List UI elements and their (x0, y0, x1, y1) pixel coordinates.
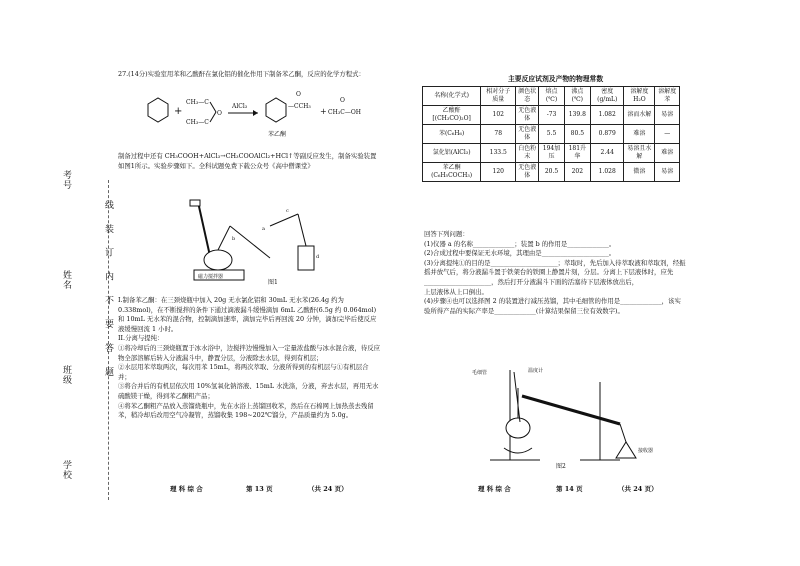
table-cell: 微溶 (624, 163, 655, 182)
header-bp: 沸点(℃) (564, 87, 590, 106)
table-cell: 0.879 (591, 125, 624, 144)
table-header-row (423, 87, 680, 106)
seal-text: 线 装 订 内 不 要 答 题 (103, 200, 113, 383)
header-state: 颜色状态 (516, 87, 539, 106)
table-cell: 易溶 (655, 106, 680, 125)
thermometer-label: 温度计 (528, 368, 544, 374)
label-xuexiao: 学校 (61, 460, 71, 480)
step-1: I.制备苯乙酮：在三颈烧瓶中加入 20g 无水氯化铝和 30mL 无水苯(26.4g 约为 0.338mol)，在不断搅拌的条件下通过滴液漏斗缓慢滴加 6mL 乙酸酐(6.5g 约 0.064mol)和 10mL 无水苯的混合物，控制滴加速率，滴加完毕后再回流 20 分钟，滴加完毕后使反应液缓慢回流 1 小时。 (118, 296, 377, 333)
question-1: (1)仪器 a 的名称_____________；装置 b 的作用是_____________。 (424, 239, 616, 248)
table-cell: 氯化铝(AlCl₃) (423, 144, 481, 163)
catalyst-label: AlCl₃ (232, 103, 248, 110)
table-row (423, 106, 680, 125)
table-cell: 181升华 (564, 144, 590, 163)
label-a: a (262, 226, 265, 232)
svg-text:+: + (174, 106, 183, 117)
svg-text:O: O (217, 110, 222, 117)
table-cell: 194加压 (539, 144, 564, 163)
svg-text:CH₃—C: CH₃—C (186, 99, 209, 106)
label-b: b (232, 236, 236, 242)
stirrer-label: 磁力搅拌器 (198, 274, 224, 280)
table-cell: 溶而水解 (624, 106, 655, 125)
table-cell: 133.5 (481, 144, 516, 163)
table-cell: 20.5 (539, 163, 564, 182)
question-27-intro: 27.(14分)实验室用苯和乙酸酐在氯化铝的催化作用下制备苯乙酮，反应的化学方程式： (118, 70, 365, 78)
question-3-cont: 上层液体从上口倒出。 (424, 287, 488, 296)
table-cell: 乙酸酐[(CH₃CO)₂O] (423, 106, 481, 125)
footer-subject-left: 理 科 综 合 (170, 485, 203, 493)
header-density: 密度(g/mL) (591, 87, 624, 106)
table-cell: 难溶 (655, 144, 680, 163)
svg-text:O: O (296, 91, 301, 98)
table-row (423, 144, 680, 163)
footer-page-left: 第 13 页 (246, 485, 273, 493)
table-cell: 139.8 (564, 106, 590, 125)
header-name: 名称(化学式) (423, 87, 481, 106)
table-cell: 202 (564, 163, 590, 182)
header-sol-benzene: 溶解度 苯 (655, 87, 680, 106)
footer-page-right: 第 14 页 (556, 485, 583, 493)
figure-1 (170, 196, 370, 292)
step-2-3: ③将合并后的有机层依次用 10%氢氧化钠溶液、15mL 水洗涤，分液，弃去水层，再用无水硫酸镁干燥，得到苯乙酮粗产品； (118, 382, 379, 400)
step-1-text (118, 296, 380, 421)
capillary-label: 毛细管 (472, 370, 488, 376)
table-cell: 78 (481, 125, 516, 144)
table-cell: 无色液体 (516, 163, 539, 182)
table-cell: 苯(C₆H₆) (423, 125, 481, 144)
label-kaohao: 考号 (61, 170, 71, 190)
table-cell: 白色粉末 (516, 144, 539, 163)
question-intro (118, 70, 380, 80)
svg-text:CH₃C—OH: CH₃C—OH (328, 109, 361, 116)
step-2-4: ④将苯乙酮粗产品放入蒸馏烧瓶中，先在水浴上蒸馏回收苯，然后在石棉网上加热蒸去残留苯，稍冷却后改用空气冷凝管，蒸馏收集 198~202℃馏分，产品质量约为 5.0g。 (118, 401, 374, 420)
table-row (423, 125, 680, 144)
label-c: c (286, 208, 289, 214)
svg-text:+: + (320, 107, 327, 116)
step-2-1: ①将冷却后的三颈烧瓶置于冰水浴中，边搅拌边慢慢加入一定量浓盐酸与冰水混合液，待反应物全部溶解后转入分液漏斗中，静置分层，分液除去水层，得到有机层； (118, 343, 381, 362)
table-cell: 1.082 (591, 106, 624, 125)
svg-text:O: O (340, 97, 345, 104)
header-sol-water: 溶解度 H₂O (624, 87, 655, 106)
question-4: (4)步骤④也可以选择图 2 的装置进行减压蒸馏，其中毛细管的作用是_____________，该实验所得产品的实际产率是_____________(计算结果保留三位有效数字)。 (424, 297, 681, 315)
table-title: 主要反应试剂及产物的物理常数 (508, 75, 604, 83)
properties-table (422, 86, 680, 182)
footer-subject-right: 理 科 综 合 (478, 485, 511, 493)
reaction-equation (128, 86, 368, 146)
svg-text:CH₃—C: CH₃—C (186, 119, 209, 126)
question-2: (2)合成过程中要保证无水环境，其理由是_____________________。 (424, 249, 616, 258)
side-reaction-text (118, 152, 380, 171)
answer-questions (424, 230, 686, 316)
step-2-title: II.分离与提纯： (118, 334, 164, 343)
label-banji: 班级 (61, 365, 71, 385)
footer-total-right: （共 24 页） (618, 485, 658, 493)
step-2-2: ②水层用苯萃取两次，每次用苯 15mL，将两次萃取、分液所得到的有机层与①有机层合并； (118, 363, 369, 381)
table-row (423, 163, 680, 182)
answer-intro: 回答下列问题： (424, 230, 469, 238)
side-reaction: 制备过程中还有 CH₃COOH+AlCl₃→CH₃COOAlCl₂+HCl↑等副反应发生，制备实验装置如图1所示。实验步骤如下。全科试题免费下载公众号《高中僧课堂》 (118, 152, 377, 170)
table-cell: 易溶 (655, 163, 680, 182)
product-label: 苯乙酮 (268, 131, 287, 138)
table-cell: 难溶 (624, 125, 655, 144)
table-cell: 2.44 (591, 144, 624, 163)
svg-text:—CCH₃: —CCH₃ (288, 103, 311, 110)
receiver-label: 接收器 (638, 448, 654, 454)
figure-2 (470, 362, 670, 472)
table-cell: 80.5 (564, 125, 590, 144)
header-mp: 熔点(℃) (539, 87, 564, 106)
figure-2-caption: 图2 (556, 463, 566, 470)
table-cell: — (655, 125, 680, 144)
question-3: (3)分离提纯①的目的是_____________________；萃取时，先后加入待萃取液和萃取剂，经振摇并放气后，将分液漏斗置于铁架台的铁圈上静置片刻，分层。分离上下层液体时，应先_____________________，然后打开分液漏斗下面的活塞待下层液体放出后， (424, 258, 686, 286)
table-cell: 无色液体 (516, 106, 539, 125)
table-cell: 苯乙酮(C₆H₅COCH₃) (423, 163, 481, 182)
table-cell: 易溶且水解 (624, 144, 655, 163)
label-xingming: 姓名 (61, 270, 71, 290)
table-cell: 102 (481, 106, 516, 125)
table-cell: -73 (539, 106, 564, 125)
label-d: d (316, 254, 320, 260)
header-mass: 相对分子质量 (481, 87, 516, 106)
table-cell: 120 (481, 163, 516, 182)
table-cell: 5.5 (539, 125, 564, 144)
footer-total-left: （共 24 页） (308, 485, 348, 493)
table-cell: 1.028 (591, 163, 624, 182)
figure-1-caption: 图1 (268, 279, 278, 286)
table-cell: 无色液体 (516, 125, 539, 144)
